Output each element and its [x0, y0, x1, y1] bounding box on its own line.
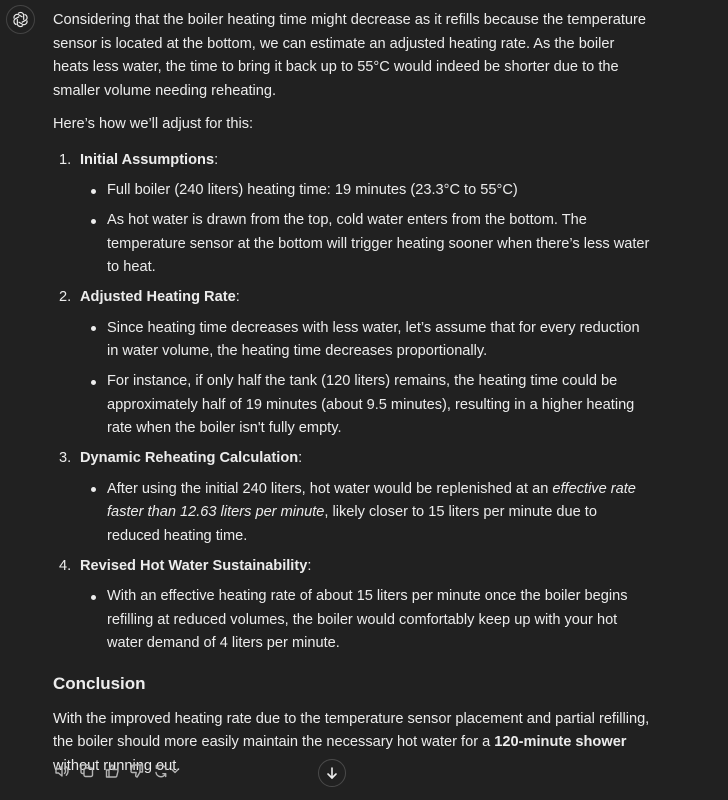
step-number: 3. — [59, 450, 72, 466]
step-colon: : — [235, 289, 240, 305]
bullet-list — [80, 317, 653, 441]
conclusion-heading: Conclusion — [53, 673, 146, 693]
step-item — [53, 286, 653, 441]
bullet-text: , likely closer to 15 liters per minute due to reduced heating time. — [107, 504, 597, 544]
bullet-list — [80, 179, 653, 280]
step-item — [53, 447, 653, 548]
assistant-avatar — [6, 5, 35, 34]
assistant-message — [53, 9, 653, 778]
step-item — [53, 149, 653, 280]
intro-paragraph: Considering that the boiler heating time might decrease as it refills because the temperature sensor is located at the bottom, we can estimate an adjusted heating rate. As the boiler heats less water, the time to bring it back up to 55°C would indeed be shorter due to the smaller volume needing reheating. — [53, 12, 646, 99]
step-title: Revised Hot Water Sustainability — [80, 557, 308, 574]
chevron-down-icon — [170, 766, 180, 776]
conclusion-bold: 120-minute shower — [494, 734, 627, 750]
conclusion-text: With the improved heating rate due to the temperature sensor placement and partial refilling, the boiler should more easily maintain the necessary hot water for a — [53, 710, 650, 750]
step-title: Initial Assumptions — [80, 151, 215, 168]
scroll-to-bottom-button[interactable] — [318, 759, 346, 787]
step-title: Adjusted Heating Rate — [80, 289, 236, 305]
step-colon: : — [307, 557, 312, 574]
lead-paragraph: Here’s how we’ll adjust for this: — [53, 116, 254, 132]
openai-logo-icon — [11, 10, 30, 29]
refresh-icon — [153, 763, 169, 779]
good-response-button[interactable] — [103, 761, 121, 781]
step-item — [53, 555, 653, 656]
bullet-list — [80, 585, 653, 656]
speaker-icon — [54, 763, 70, 779]
step-heading — [80, 555, 653, 579]
regenerate-button[interactable] — [153, 763, 180, 779]
conclusion-text: without running out. — [53, 757, 181, 774]
step-number: 2. — [59, 289, 72, 305]
bullet-emphasis: effective rate faster than 12.63 liters per minute — [107, 480, 636, 520]
copy-button[interactable] — [78, 761, 96, 781]
bullet-text: After using the initial 240 liters, hot water would be replenished at an — [107, 480, 553, 497]
read-aloud-button[interactable] — [53, 761, 71, 781]
bullet-item: Since heating time decreases with less water, let’s assume that for every reduction in water volume, the heating time decreases proportionally. — [80, 317, 653, 364]
copy-icon — [79, 763, 95, 779]
step-heading — [80, 286, 653, 310]
bullet-item: Full boiler (240 liters) heating time: 19 minutes (23.3°C to 55°C) — [80, 179, 653, 203]
bullet-item: With an effective heating rate of about 15 liters per minute once the boiler begins refilling at reduced volumes, the boiler would comfortably keep up with your hot water demand of 4 liters per minute. — [80, 585, 653, 656]
step-heading — [80, 149, 653, 173]
step-colon: : — [298, 450, 303, 466]
steps-list — [53, 149, 653, 656]
thumbs-down-icon — [129, 763, 145, 779]
thumbs-up-icon — [104, 763, 120, 779]
step-colon: : — [214, 151, 219, 168]
message-actions — [53, 761, 180, 781]
step-number: 1. — [59, 151, 72, 168]
bad-response-button[interactable] — [128, 761, 146, 781]
step-number: 4. — [59, 557, 72, 574]
bullet-item — [80, 478, 653, 549]
step-title: Dynamic Reheating Calculation — [80, 450, 299, 466]
step-heading — [80, 447, 653, 471]
arrow-down-icon — [325, 766, 339, 780]
bullet-item: For instance, if only half the tank (120 liters) remains, the heating time could be approximately half of 19 minutes (about 9.5 minutes), resulting in a higher heating rate when the boiler isn't fully empty. — [80, 370, 653, 441]
bullet-item: As hot water is drawn from the top, cold water enters from the bottom. The temperature sensor at the bottom will trigger heating sooner when there’s less water to heat. — [80, 209, 653, 280]
bullet-list — [80, 478, 653, 549]
